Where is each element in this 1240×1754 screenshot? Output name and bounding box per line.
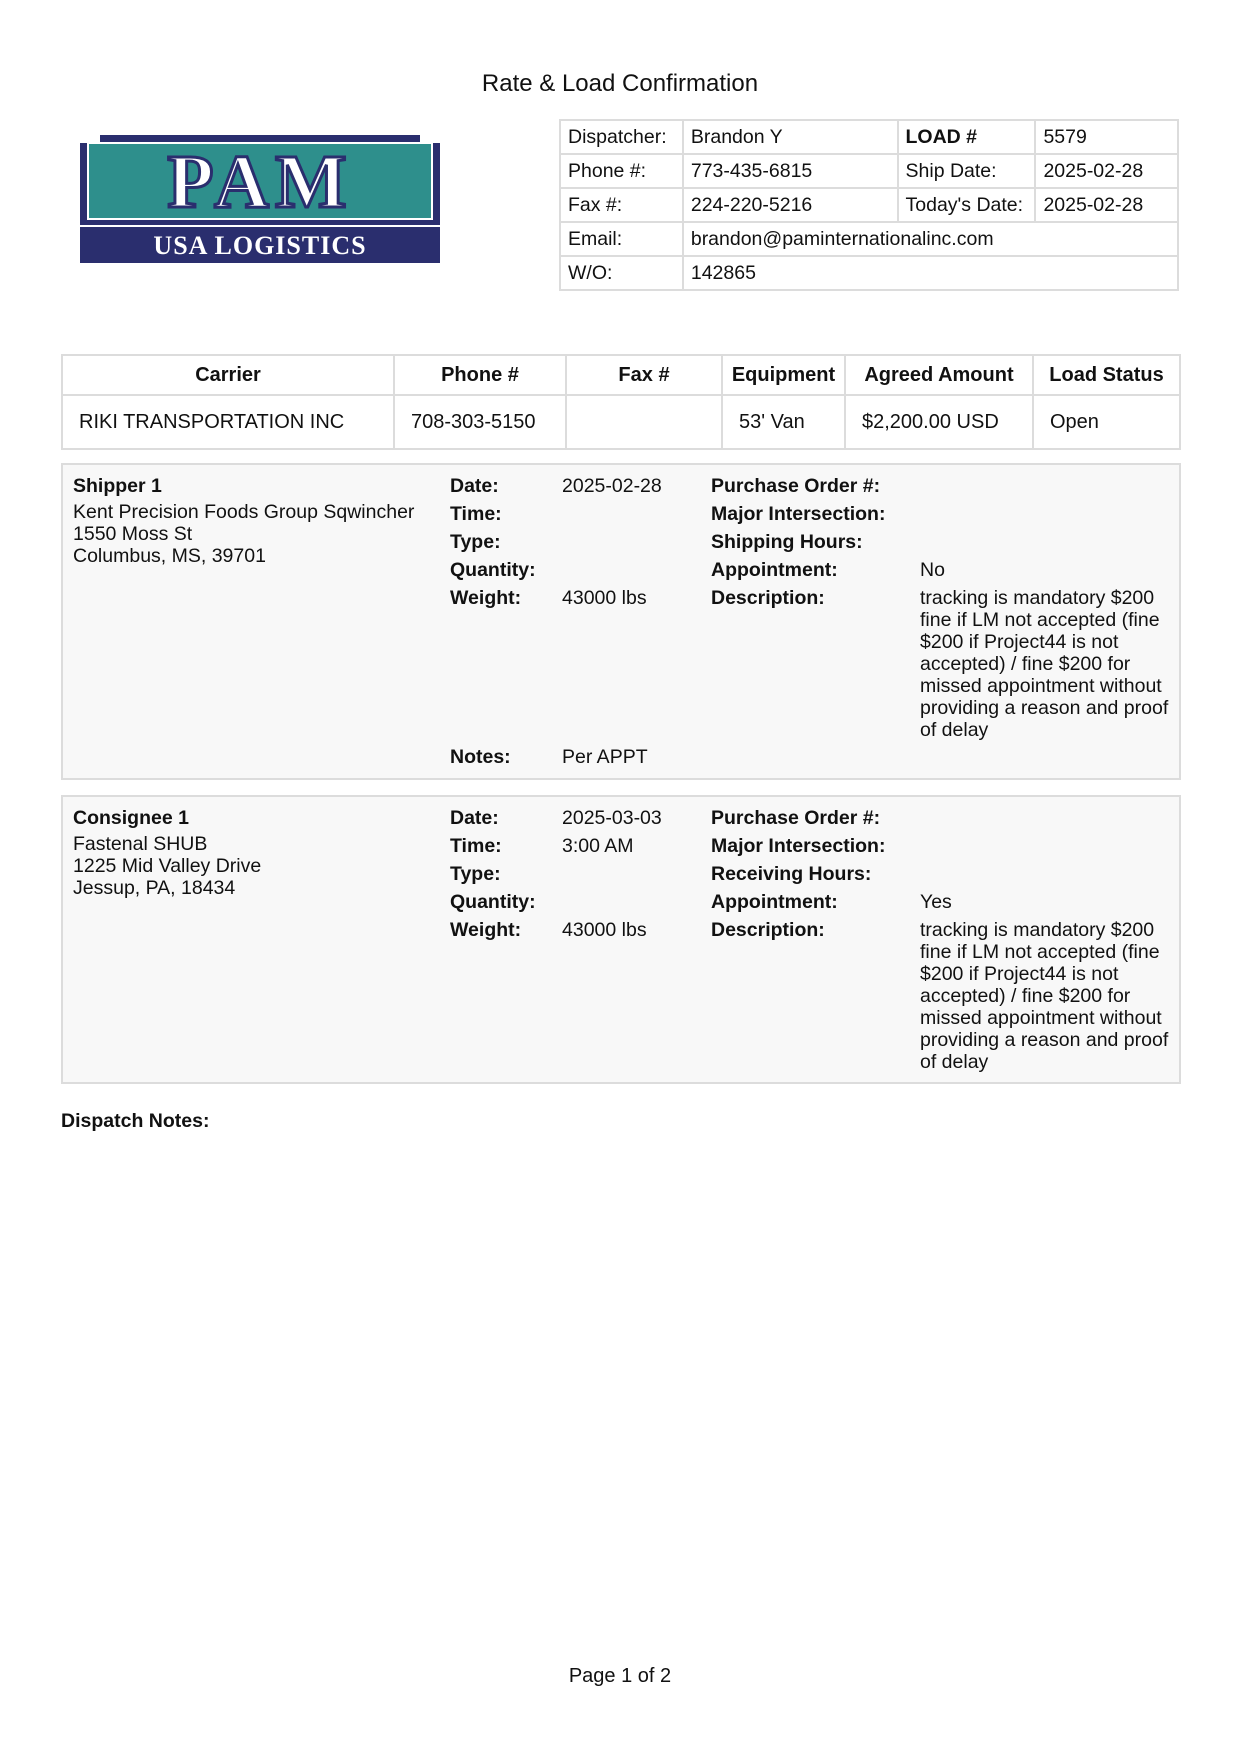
consignee-date-label: Date:	[450, 807, 499, 829]
email-value: brandon@paminternationalinc.com	[683, 222, 1178, 256]
shipper-notes-value: Per APPT	[562, 746, 648, 768]
shipper-notes-label: Notes:	[450, 746, 511, 768]
carrier-header-row	[62, 355, 1180, 395]
fax-value: 224-220-5216	[683, 188, 898, 222]
consignee-street: 1225 Mid Valley Drive	[73, 855, 262, 877]
phone-label: Phone #:	[560, 154, 683, 188]
pam-logo	[80, 135, 440, 265]
email-label: Email:	[560, 222, 683, 256]
shipper-hours-label: Shipping Hours:	[711, 531, 863, 553]
consignee-hours-label: Receiving Hours:	[711, 863, 872, 885]
carrier-table	[61, 354, 1181, 450]
dispatcher-value: Brandon Y	[683, 120, 898, 154]
consignee-name: Fastenal SHUB	[73, 833, 208, 855]
wo-label: W/O:	[560, 256, 683, 290]
consignee-description-label: Description:	[711, 919, 825, 941]
wo-value: 142865	[683, 256, 1178, 290]
consignee-date-value: 2025-03-03	[562, 807, 662, 829]
carrier-row	[62, 395, 1180, 449]
shipper-weight-label: Weight:	[450, 587, 522, 609]
shipper-city: Columbus, MS, 39701	[73, 545, 266, 567]
shipper-appointment-value: No	[920, 559, 945, 581]
shipper-weight-value: 43000 lbs	[562, 587, 647, 609]
amount-header: Agreed Amount	[845, 355, 1033, 395]
fax-row	[560, 188, 1178, 222]
shipper-quantity-label: Quantity:	[450, 559, 536, 581]
fax-header: Fax #	[566, 355, 722, 395]
consignee-city: Jessup, PA, 18434	[73, 877, 236, 899]
dispatch-notes-label: Dispatch Notes:	[61, 1110, 210, 1132]
consignee-type-label: Type:	[450, 863, 501, 885]
consignee-appointment-value: Yes	[920, 891, 952, 913]
carrier-header: Carrier	[62, 355, 394, 395]
consignee-weight-label: Weight:	[450, 919, 522, 941]
dispatcher-label: Dispatcher:	[560, 120, 683, 154]
page-number: Page 1 of 2	[568, 1665, 672, 1687]
today-value: 2025-02-28	[1035, 188, 1178, 222]
status-header: Load Status	[1033, 355, 1180, 395]
consignee-time-label: Time:	[450, 835, 502, 857]
wo-row	[560, 256, 1178, 290]
email-row	[560, 222, 1178, 256]
shipper-time-label: Time:	[450, 503, 502, 525]
phone-row	[560, 154, 1178, 188]
ship-date-label: Ship Date:	[898, 154, 1036, 188]
shipper-description-value: tracking is mandatory $200 fine if LM not accepted (fine $200 if Project44 is not accepted) / fine $200 for missed appointment without providing a reason and proof of delay	[920, 587, 1169, 741]
consignee-quantity-label: Quantity:	[450, 891, 536, 913]
carrier-equipment: 53' Van	[722, 395, 845, 449]
consignee-intersection-label: Major Intersection:	[711, 835, 886, 857]
fax-label: Fax #:	[560, 188, 683, 222]
load-label: LOAD #	[898, 120, 1036, 154]
consignee-section	[61, 795, 1181, 1084]
consignee-title: Consignee 1	[73, 807, 189, 829]
carrier-amount: $2,200.00 USD	[845, 395, 1033, 449]
consignee-po-label: Purchase Order #:	[711, 807, 881, 829]
shipper-date-label: Date:	[450, 475, 499, 497]
today-label: Today's Date:	[898, 188, 1036, 222]
dispatcher-row	[560, 120, 1178, 154]
consignee-time-value: 3:00 AM	[562, 835, 634, 857]
shipper-po-label: Purchase Order #:	[711, 475, 881, 497]
shipper-type-label: Type:	[450, 531, 501, 553]
shipper-section	[61, 463, 1181, 780]
carrier-status: Open	[1033, 395, 1180, 449]
shipper-street: 1550 Moss St	[73, 523, 193, 545]
svg-text:PAM: PAM	[167, 140, 353, 224]
consignee-address	[73, 807, 443, 899]
carrier-fax	[566, 395, 722, 449]
dispatch-info-table	[559, 119, 1179, 291]
consignee-description-value: tracking is mandatory $200 fine if LM not accepted (fine $200 if Project44 is not accepted) / fine $200 for missed appointment without providing a reason and proof of delay	[920, 919, 1169, 1073]
svg-text:USA LOGISTICS: USA LOGISTICS	[153, 231, 367, 260]
consignee-appointment-label: Appointment:	[711, 891, 838, 913]
load-value: 5579	[1035, 120, 1178, 154]
page-title: Rate & Load Confirmation	[481, 70, 759, 97]
equipment-header: Equipment	[722, 355, 845, 395]
shipper-name: Kent Precision Foods Group Sqwincher	[73, 501, 415, 523]
shipper-date-value: 2025-02-28	[562, 475, 662, 497]
consignee-weight-value: 43000 lbs	[562, 919, 647, 941]
phone-header: Phone #	[394, 355, 566, 395]
phone-value: 773-435-6815	[683, 154, 898, 188]
shipper-appointment-label: Appointment:	[711, 559, 838, 581]
ship-date-value: 2025-02-28	[1035, 154, 1178, 188]
shipper-description-label: Description:	[711, 587, 825, 609]
shipper-address	[73, 475, 443, 567]
shipper-intersection-label: Major Intersection:	[711, 503, 886, 525]
carrier-name: RIKI TRANSPORTATION INC	[62, 395, 394, 449]
shipper-title: Shipper 1	[73, 475, 162, 497]
carrier-phone: 708-303-5150	[394, 395, 566, 449]
